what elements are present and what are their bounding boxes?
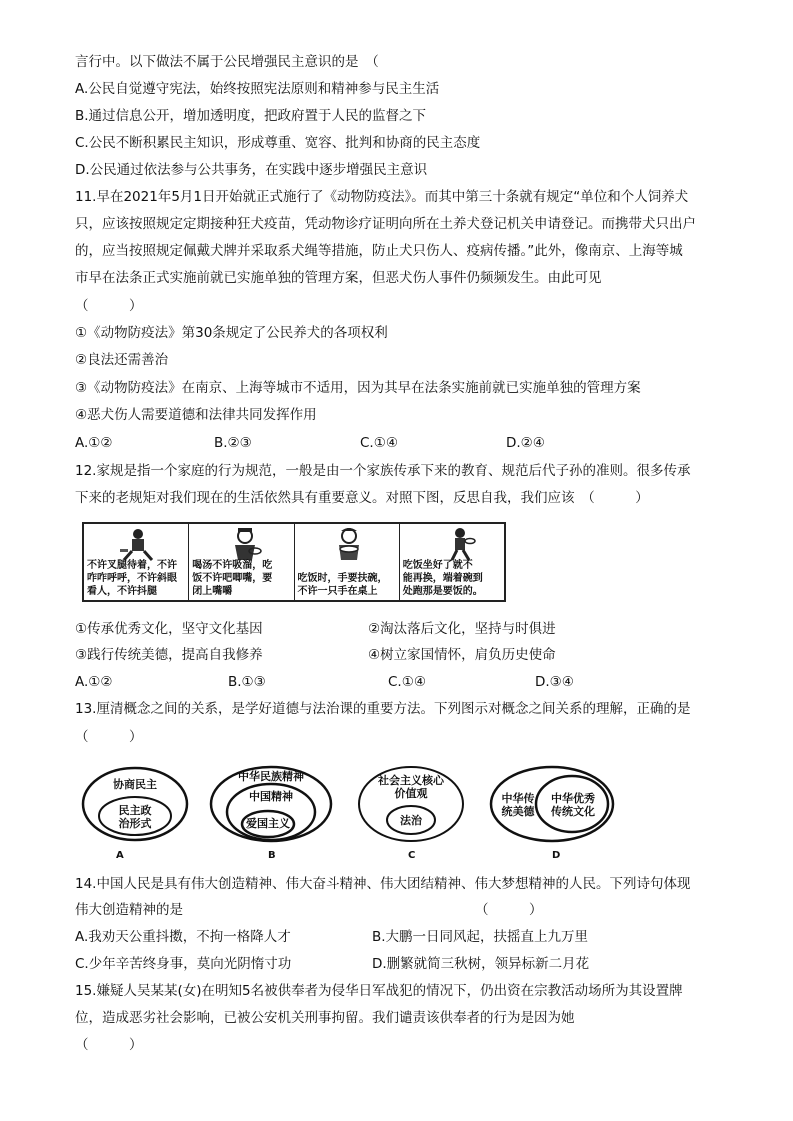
q11-statement-2: ②良法还需善治 [75, 352, 169, 368]
q14-answer-paren: （ ） [475, 902, 543, 918]
eating-person-icon [225, 527, 265, 561]
q11-statement-1: ①《动物防疫法》第30条规定了公民养犬的各项权利 [75, 325, 388, 341]
q15-answer-paren: （ ） [75, 1037, 143, 1053]
q12-statement-2: ②淘汰落后文化，坚持与时俱进 [368, 621, 556, 637]
q11-stem-line2: 只，应该按照规定定期接种狂犬疫苗，凭动物诊疗证明向所在土养犬登记机关申请登记。而携带犬只出户 [75, 216, 696, 232]
q15-stem-line2: 位，造成恶劣社会影响，已被公安机关刑事拘留。我们谴责该供奉者的行为是因为她 [75, 1010, 575, 1026]
diagram-a [80, 764, 190, 864]
comic-panel-4 [400, 524, 504, 600]
q13-answer-paren: （ ） [75, 729, 143, 745]
q12-stem-line2: 下来的老规矩对我们现在的生活依然具有重要意义。对照下图，反思自我，我们应该 （ ） [75, 490, 649, 506]
diagram-d [488, 764, 616, 864]
sitting-person-icon [118, 527, 158, 561]
comic-panel-3 [295, 524, 400, 600]
diagram-b-outer-text: 中华民族精神 [238, 770, 304, 783]
q11-answer-paren: （ ） [75, 298, 143, 314]
diagram-d-label: D [552, 850, 561, 861]
diagram-a-inner-text: 民主政 治形式 [118, 804, 152, 830]
diagram-c-outer-text: 社会主义核心 价值观 [378, 774, 444, 800]
q15-stem-line1: 15.嫌疑人吴某某(女)在明知5名被供奉者为侵华日军战犯的情况下，仍出资在宗教活动场所为其设置牌 [75, 983, 683, 999]
q12-option-a: A.①② [75, 674, 113, 690]
q11-stem-line4: 市早在法条正式实施前就已实施单独的管理方案，但恶犬伤人事件仍频频发生。由此可见 [75, 270, 602, 286]
q13-stem-line1: 13.厘清概念之间的关系，是学好道德与法治课的重要方法。下列图示对概念之间关系的理解，正确的是 [75, 701, 691, 717]
q14-option-b: B.大鹏一日同风起，扶摇直上九万里 [372, 929, 589, 945]
comic-panel-1 [84, 524, 189, 600]
q12-option-b: B.①③ [228, 674, 266, 690]
diagram-d-right-text: 中华优秀 传统文化 [551, 792, 595, 818]
q14-option-c: C.少年辛苦终身事，莫向光阴惰寸功 [75, 956, 292, 972]
diagram-a-label: A [116, 850, 124, 861]
comic-panel-2 [189, 524, 294, 600]
diagram-b-middle-text: 中国精神 [249, 790, 293, 803]
q12-statement-1: ①传承优秀文化，坚守文化基因 [75, 621, 263, 637]
family-rules-comic-strip [82, 522, 506, 602]
q11-option-b: B.②③ [214, 435, 252, 451]
diagram-a-outer-text: 协商民主 [113, 778, 157, 791]
q10-option-a: A.公民自觉遵守宪法，始终按照宪法原则和精神参与民主生活 [75, 81, 440, 97]
bowl-holding-person-icon [327, 527, 371, 561]
diagram-b-inner-text: 爱国主义 [246, 817, 290, 830]
q12-stem-line1: 12.家规是指一个家庭的行为规范，一般是由一个家族传承下来的教育、规范后代子孙的准则。很多传承 [75, 463, 691, 479]
diagram-c-label: C [408, 850, 416, 861]
diagram-c [356, 764, 466, 864]
q10-option-d: D.公民通过依法参与公共事务，在实践中逐步增强民主意识 [75, 162, 428, 178]
diagram-b-label: B [268, 850, 276, 861]
comic-caption-4: 吃饭坐好了就不 能再换，端着碗到 处跑那是要饭的。 [402, 560, 483, 597]
q11-stem-line3: 的，应当按照规定佩戴犬牌并采取系犬绳等措施，防止犬只伤人、疫病传播。”此外，像南京、上海等城 [75, 243, 683, 259]
q11-stem-line1: 11.早在2021年5月1日开始就正式施行了《动物防疫法》。而其中第三十条就有规定“单位和个人饲养犬 [75, 189, 689, 205]
q12-option-d: D.③④ [535, 674, 574, 690]
q10-option-c: C.公民不断积累民主知识，形成尊重、宽容、批判和协商的民主态度 [75, 135, 481, 151]
q11-option-a: A.①② [75, 435, 113, 451]
comic-caption-1: 不许叉腿待着，不许 咋咋呼呼，不许斜眼 看人，不许抖腿 [87, 560, 177, 597]
q11-statement-3: ③《动物防疫法》在南京、上海等城市不适用，因为其早在法条实施前就已实施单独的管理方案 [75, 380, 641, 396]
q14-option-a: A.我劝天公重抖擞，不拘一格降人才 [75, 929, 291, 945]
q10-option-b: B.通过信息公开，增加透明度，把政府置于人民的监督之下 [75, 108, 427, 124]
comic-caption-2: 喝汤不许吸溜，吃 饭不许吧唧嘴，要 闭上嘴嚼 [192, 560, 273, 597]
q10-stem: 言行中。以下做法不属于公民增强民主意识的是 （ [75, 54, 379, 70]
q14-stem-line1: 14.中国人民是具有伟大创造精神、伟大奋斗精神、伟大团结精神、伟大梦想精神的人民。下列诗句体现 [75, 876, 691, 892]
q12-statement-3: ③践行传统美德，提高自我修养 [75, 647, 263, 663]
q14-stem-line2: 伟大创造精神的是 [75, 902, 183, 918]
q12-statement-4: ④树立家国情怀，肩负历史使命 [368, 647, 556, 663]
walking-person-icon [442, 527, 482, 561]
q11-option-c: C.①④ [360, 435, 398, 451]
comic-caption-3: 吃饭时，手要扶碗， 不许一只手在桌上 [297, 573, 388, 597]
q11-option-d: D.②④ [506, 435, 545, 451]
q14-option-d: D.删繁就简三秋树，领异标新二月花 [372, 956, 590, 972]
q12-option-c: C.①④ [388, 674, 426, 690]
diagram-b [208, 764, 334, 864]
diagram-d-left-text: 中华传 统美德 [501, 792, 535, 818]
q11-statement-4: ④恶犬伤人需要道德和法律共同发挥作用 [75, 407, 317, 423]
diagram-c-inner-text: 法治 [400, 814, 422, 827]
